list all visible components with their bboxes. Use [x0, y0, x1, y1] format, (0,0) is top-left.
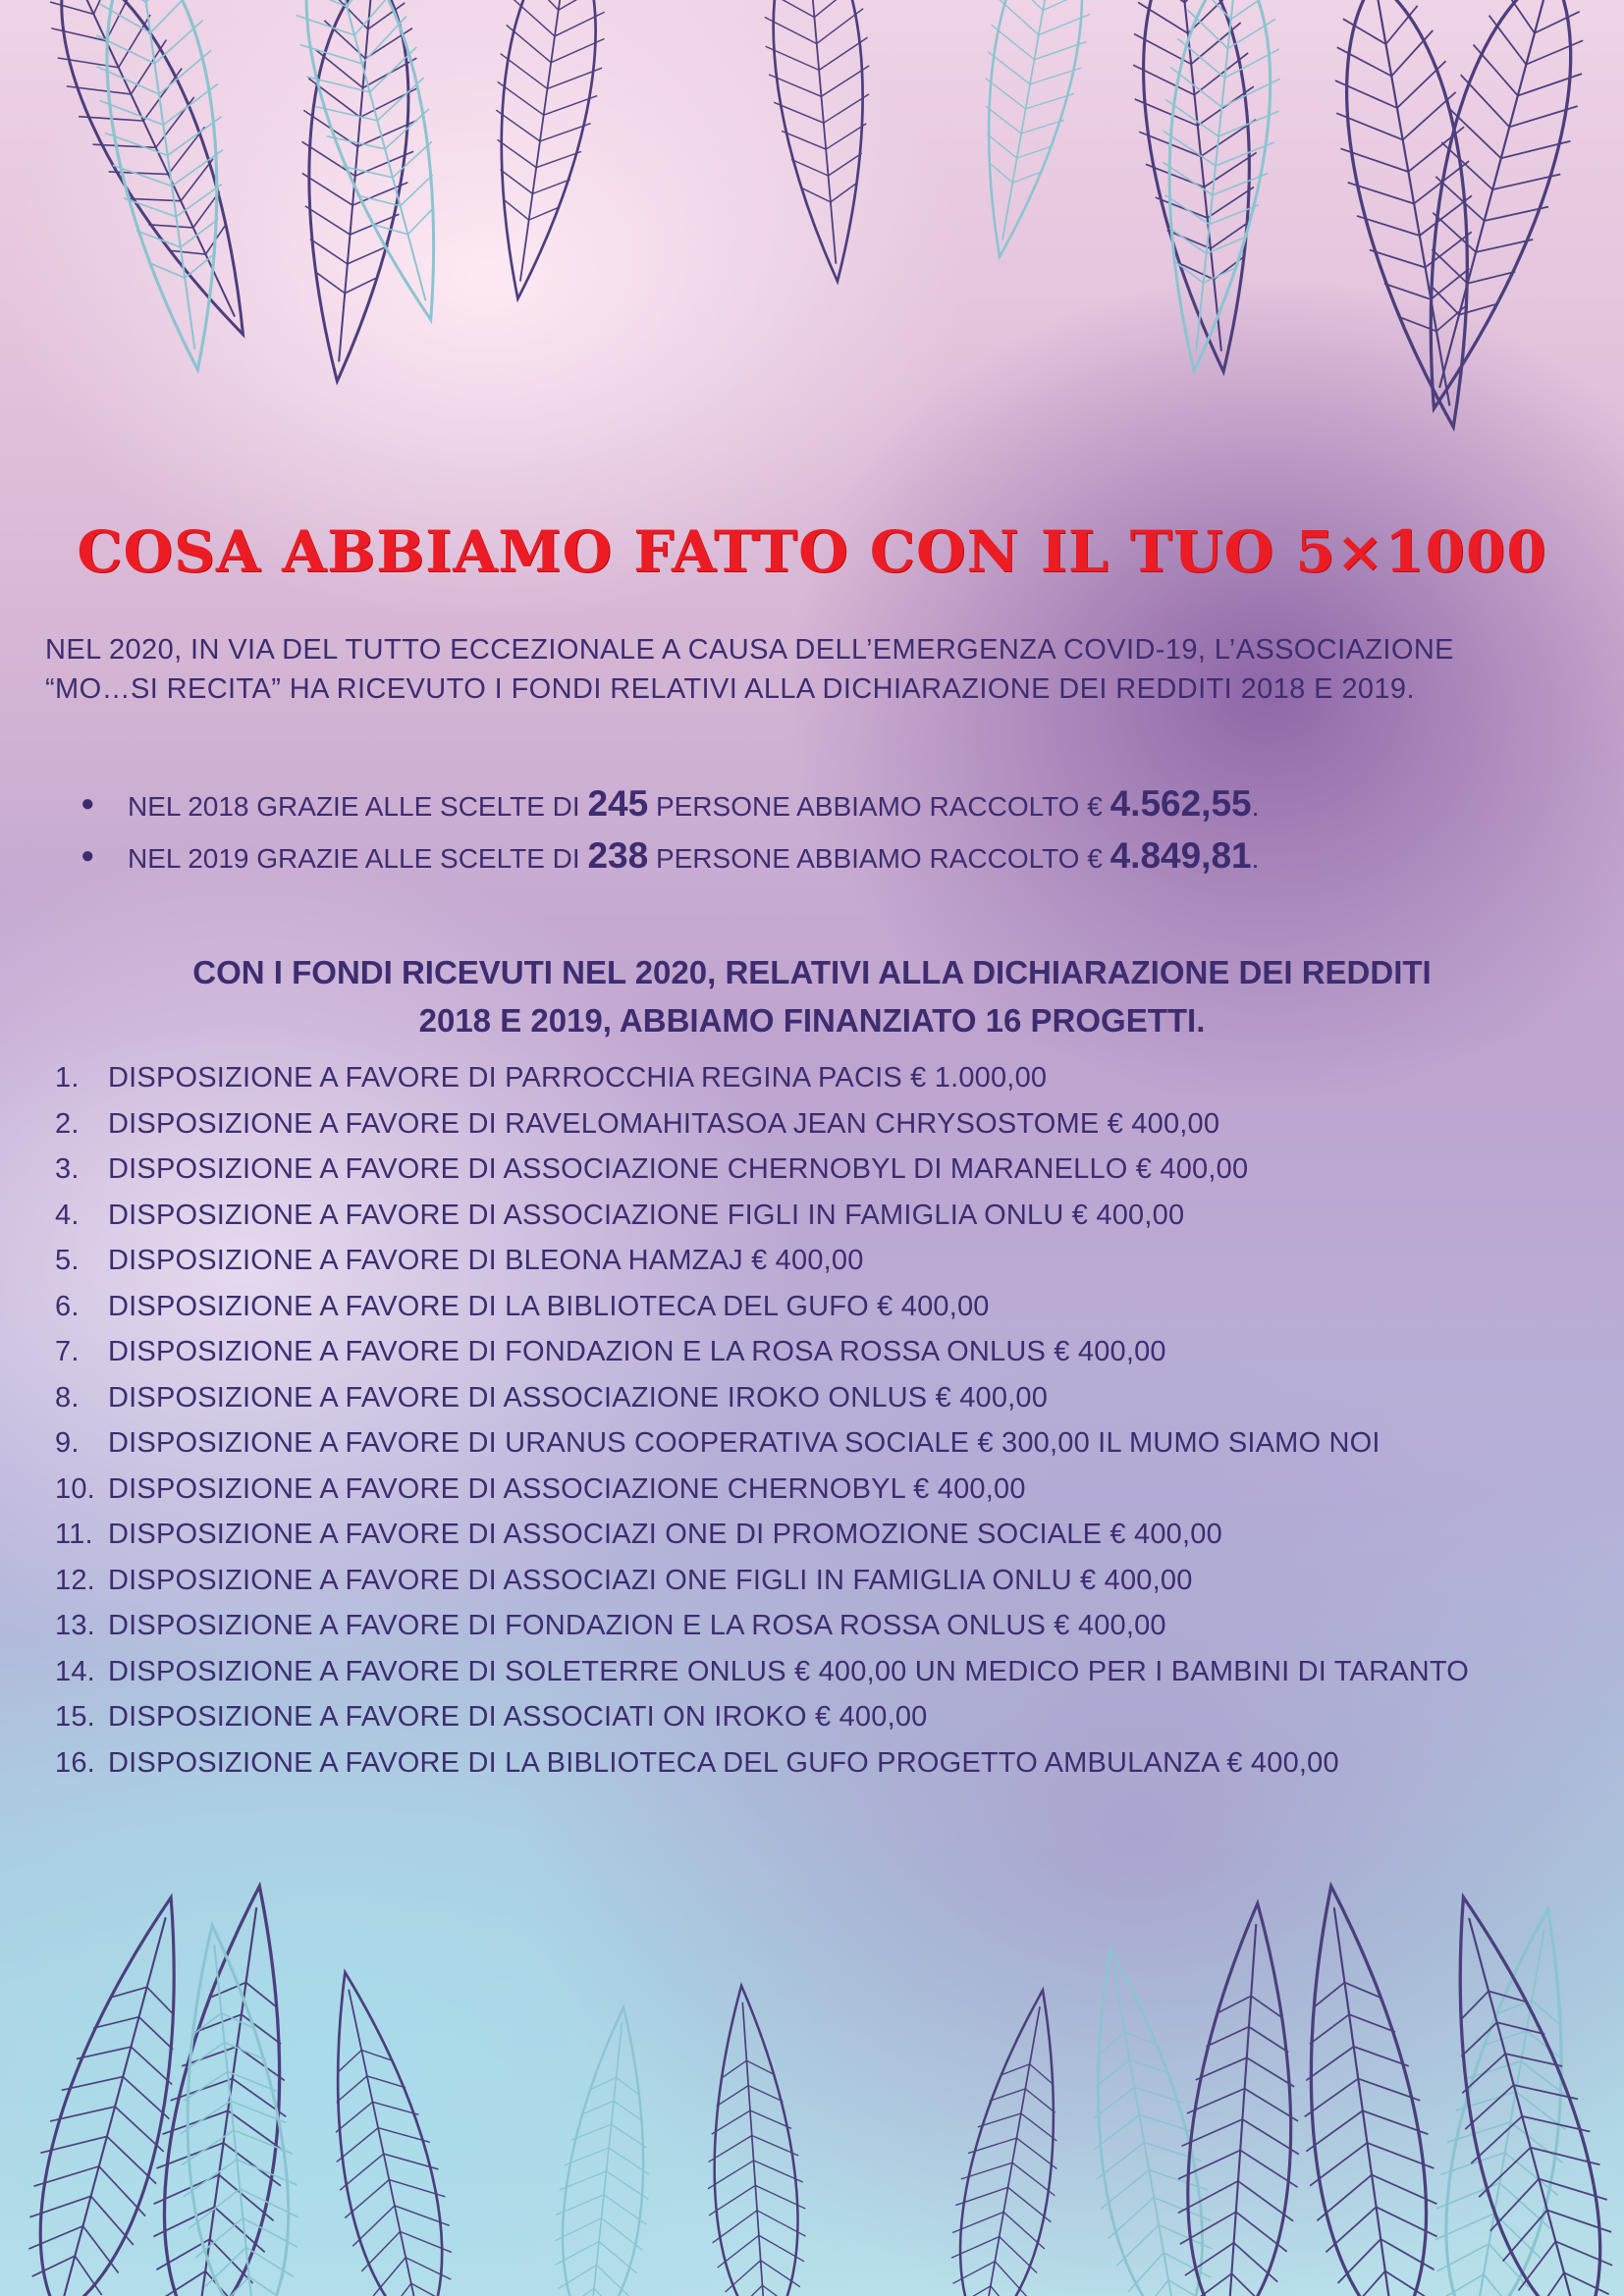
- list-item: [55, 1238, 1606, 1284]
- item-text: DISPOSIZIONE A FAVORE DI PARROCCHIA REGINA PACIS € 1.000,00: [108, 1062, 1048, 1094]
- bullet-middle: PERSONE ABBIAMO RACCOLTO €: [648, 843, 1110, 874]
- item-number: 3.: [55, 1153, 80, 1185]
- bullet-item-2018: [81, 777, 1553, 829]
- item-number: 5.: [55, 1245, 80, 1276]
- item-number: 8.: [55, 1381, 80, 1414]
- item-text: DISPOSIZIONE A FAVORE DI ASSOCIAZI ONE FIGLI IN FAMIGLIA ONLU € 400,00: [108, 1564, 1193, 1596]
- projects-heading: [0, 948, 1624, 1044]
- item-number: 10.: [55, 1472, 95, 1505]
- bullet-prefix: NEL 2019 GRAZIE ALLE SCELTE DI: [128, 843, 588, 874]
- intro-line-2: “MO…SI RECITA” HA RICEVUTO I FONDI RELATIVI ALLA DICHIARAZIONE DEI REDDITI 2018 E 2019.: [45, 673, 1415, 705]
- item-text: DISPOSIZIONE A FAVORE DI ASSOCIAZIONE IROKO ONLUS € 400,00: [108, 1381, 1049, 1414]
- item-text: DISPOSIZIONE A FAVORE DI LA BIBLIOTECA DEL GUFO € 400,00: [108, 1290, 990, 1322]
- list-item: [55, 1467, 1606, 1513]
- page-title: COSA ABBIAMO FATTO CON IL TUO 5×1000: [77, 518, 1547, 585]
- list-item: [55, 1512, 1606, 1558]
- item-text: DISPOSIZIONE A FAVORE DI ASSOCIATI ON IROKO € 400,00: [108, 1701, 928, 1733]
- item-text: DISPOSIZIONE A FAVORE DI URANUS COOPERATIVA SOCIALE € 300,00 IL MUMO SIAMO NOI: [108, 1427, 1380, 1459]
- list-item: [55, 1329, 1606, 1375]
- item-number: 6.: [55, 1290, 80, 1322]
- list-item: [55, 1603, 1606, 1649]
- item-number: 2.: [55, 1107, 80, 1140]
- item-text: DISPOSIZIONE A FAVORE DI LA BIBLIOTECA DEL GUFO PROGETTO AMBULANZA € 400,00: [108, 1746, 1339, 1779]
- list-item: [55, 1284, 1606, 1330]
- list-item: [55, 1055, 1606, 1101]
- projects-heading-line-1: CON I FONDI RICEVUTI NEL 2020, RELATIVI ALLA DICHIARAZIONE DEI REDDITI: [192, 954, 1432, 990]
- item-number: 14.: [55, 1655, 95, 1687]
- item-text: DISPOSIZIONE A FAVORE DI ASSOCIAZI ONE DI PROMOZIONE SOCIALE € 400,00: [108, 1519, 1222, 1550]
- item-number: 4.: [55, 1199, 80, 1231]
- list-item: [55, 1694, 1606, 1740]
- people-count: 238: [587, 835, 649, 876]
- list-item: [55, 1649, 1606, 1695]
- list-item: [55, 1193, 1606, 1239]
- people-count: 245: [587, 783, 649, 824]
- bullet-prefix: NEL 2018 GRAZIE ALLE SCELTE DI: [128, 791, 588, 822]
- projects-heading-line-2: 2018 E 2019, ABBIAMO FINANZIATO 16 PROGETTI.: [418, 1002, 1206, 1039]
- bullet-item-2019: [81, 829, 1553, 881]
- item-text: DISPOSIZIONE A FAVORE DI BLEONA HAMZAJ € 400,00: [108, 1245, 864, 1276]
- item-number: 13.: [55, 1610, 95, 1641]
- item-text: DISPOSIZIONE A FAVORE DI RAVELOMAHITASOA JEAN CHRYSOSTOME € 400,00: [108, 1107, 1220, 1140]
- item-text: DISPOSIZIONE A FAVORE DI FONDAZION E LA ROSA ROSSA ONLUS € 400,00: [108, 1336, 1166, 1367]
- item-number: 9.: [55, 1427, 80, 1459]
- intro-paragraph: [45, 630, 1577, 709]
- list-item: [55, 1147, 1606, 1193]
- bullet-suffix: .: [1251, 791, 1260, 822]
- item-text: DISPOSIZIONE A FAVORE DI FONDAZION E LA ROSA ROSSA ONLUS € 400,00: [108, 1610, 1166, 1641]
- item-text: DISPOSIZIONE A FAVORE DI ASSOCIAZIONE FIGLI IN FAMIGLIA ONLU € 400,00: [108, 1199, 1185, 1231]
- amount-raised: 4.562,55: [1110, 783, 1252, 824]
- list-item: [55, 1558, 1606, 1604]
- bullet-dot-icon: ●: [81, 842, 95, 869]
- item-text: DISPOSIZIONE A FAVORE DI SOLETERRE ONLUS € 400,00 UN MEDICO PER I BAMBINI DI TARANTO: [108, 1655, 1470, 1687]
- bullet-suffix: .: [1251, 843, 1260, 874]
- bullet-dot-icon: ●: [81, 790, 95, 817]
- item-text: DISPOSIZIONE A FAVORE DI ASSOCIAZIONE CHERNOBYL DI MARANELLO € 400,00: [108, 1153, 1249, 1185]
- item-number: 15.: [55, 1701, 95, 1733]
- bullet-middle: PERSONE ABBIAMO RACCOLTO €: [648, 791, 1110, 822]
- item-number: 12.: [55, 1564, 95, 1596]
- projects-list: [55, 1055, 1606, 1786]
- item-number: 1.: [55, 1062, 80, 1094]
- list-item: [55, 1740, 1606, 1787]
- fundraising-summary-list: [81, 777, 1553, 881]
- list-item: [55, 1375, 1606, 1421]
- item-number: 16.: [55, 1746, 95, 1779]
- intro-line-1: NEL 2020, IN VIA DEL TUTTO ECCEZIONALE A CAUSA DELL’EMERGENZA COVID-19, L’ASSOCIAZIONE: [45, 634, 1454, 666]
- amount-raised: 4.849,81: [1110, 835, 1252, 876]
- list-item: [55, 1101, 1606, 1148]
- item-text: DISPOSIZIONE A FAVORE DI ASSOCIAZIONE CHERNOBYL € 400,00: [108, 1472, 1026, 1505]
- item-number: 11.: [55, 1519, 93, 1550]
- item-number: 7.: [55, 1336, 80, 1367]
- list-item: [55, 1420, 1606, 1467]
